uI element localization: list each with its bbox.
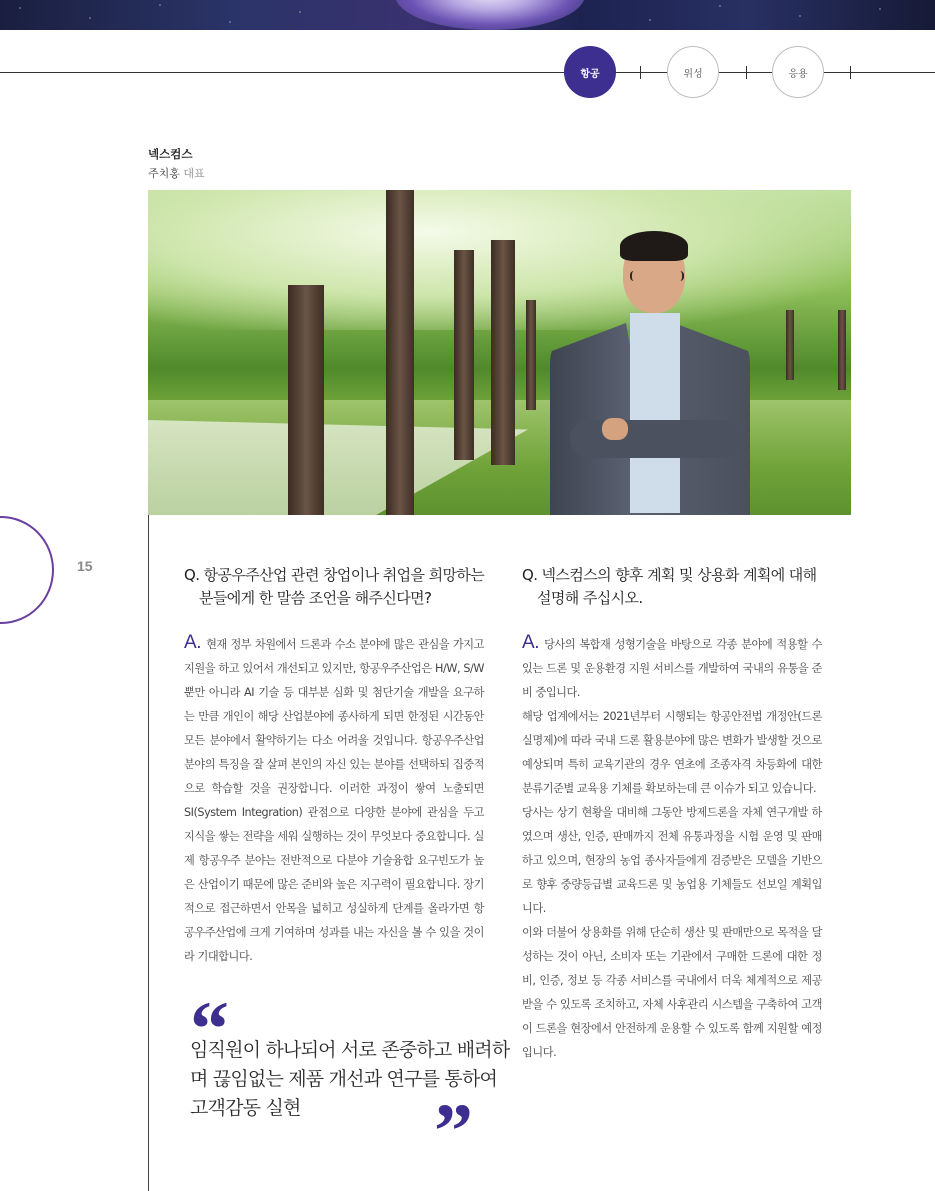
answer-mark: A. <box>184 632 202 653</box>
question-right-line1: Q. 넥스컴스의 향후 계획 및 상용화 계획에 대해 <box>522 566 817 584</box>
header-banner <box>0 0 935 30</box>
company-name: 넥스컴스 <box>148 147 193 161</box>
portrait-subject <box>550 235 750 515</box>
tree-trunk <box>838 310 846 390</box>
tab-divider <box>746 66 747 79</box>
question-left-line1: Q. 항공우주산업 관련 창업이나 취업을 희망하는 <box>184 566 485 584</box>
answer-right-paragraph: 해당 업계에서는 2021년부터 시행되는 항공안전법 개정안(드론 실명제)에 따라 국내 드론 활용분야에 많은 변화가 발생할 것으로 예상되며 특히 교육기관의 경우 연초에 조종자격 차등화에 대한 분류기준별 교육용 기체를 확보하는데 큰 이슈가 되고 있습니다. <box>522 710 822 795</box>
tab-aviation[interactable]: 항공 <box>564 46 616 98</box>
tab-application[interactable]: 응용 <box>772 46 824 98</box>
quote-close-icon: ” <box>434 1087 473 1174</box>
question-right-line2: 설명해 주십시오. <box>537 589 643 607</box>
starfield <box>0 0 935 30</box>
quote-open-icon: “ <box>190 985 229 1072</box>
answer-right-paragraph: 이와 더불어 상용화를 위해 단순히 생산 및 판매만으로 목적을 달성하는 것이 아닌, 소비자 또는 기관에서 구매한 드론에 대한 정비, 인증, 정보 등 각종 서비스를 국내에서 더욱 체계적으로 제공받을 수 있도록 조치하고, 자체 사후관리 시스템을 구축하여 고객이 드론을 현장에서 안전하게 운용할 수 있도록 함께 지원할 예정입니다. <box>522 926 822 1059</box>
question-left <box>184 564 494 610</box>
question-left-line2: 분들에게 한 말씀 조언을 해주신다면? <box>199 589 432 607</box>
pull-quote: 임직원이 하나되어 서로 존중하고 배려하며 끊임없는 제품 개선과 연구를 통하여 고객감동 실현 <box>190 1039 510 1119</box>
person-name: 주치홍 <box>148 167 180 180</box>
answer-right-paragraph: 당사의 복합재 성형기술을 바탕으로 각종 분야에 적용할 수 있는 드론 및 운용환경 지원 서비스를 개발하여 국내의 유통을 준비 중입니다. <box>522 638 822 699</box>
tab-satellite[interactable]: 위성 <box>667 46 719 98</box>
answer-left-text: 현재 정부 차원에서 드론과 수소 분야에 많은 관심을 가지고 지원을 하고 있어서 개선되고 있지만, 항공우주산업은 H/W, S/W뿐만 아니라 AI 기술 등 대부분 심화 및 첨단기술 개발을 요구하는 만큼 개인이 해당 산업분야에 종사하게 되면 한정된 시간동안 모든 분야에서 활약하기는 다소 어려울 것입니다. 항공우주산업 분야의 특징을 잘 살펴 본인의 자신 있는 분야를 선택하되 집중적으로 학습할 것을 권장합니다. 이러한 과정이 쌓여 노출되면 SI(System Integration) 관점으로 다양한 분야에 관심을 두고 지식을 쌓는 전략을 세워 실행하는 것이 무엇보다 중요합니다. 실제 항공우주 분야는 전반적으로 다분야 기술융합 요구빈도가 높은 산업이기 때문에 많은 준비와 높은 지구력이 필요합니다. 장기적으로 접근하면서 안목을 넓히고 성실하게 단계를 올라가면 항공우주산업에 크게 기여하며 성과를 내는 자신을 볼 수 있을 것이라 기대합니다. <box>184 638 484 963</box>
question-right <box>522 564 832 610</box>
tree-trunk <box>288 285 324 515</box>
answer-mark: A. <box>522 632 540 653</box>
tab-divider <box>640 66 641 79</box>
answer-right-paragraph: 당사는 상기 현황을 대비해 그동안 방제드론을 자체 연구개발 하였으며 생산, 인증, 판매까지 전체 유통과정을 시험 운영 및 판매하고 있으며, 현장의 농업 종사자들에게 검증받은 모델을 기반으로 향후 중량등급별 교육드론 및 농업용 기체들도 선보일 계획입니다. <box>522 806 822 915</box>
answer-left <box>184 631 484 969</box>
person-role: 대표 <box>183 167 205 180</box>
page-marker-arc <box>0 516 54 624</box>
page-number: 15 <box>77 558 93 574</box>
person-credit <box>148 165 205 181</box>
tree-trunk <box>786 310 794 380</box>
answer-right <box>522 631 822 1065</box>
tree-trunk <box>386 190 414 515</box>
tree-trunk <box>526 300 536 410</box>
tree-trunk <box>454 250 474 460</box>
tab-divider <box>850 66 851 79</box>
portrait-photo <box>148 190 851 515</box>
tree-trunk <box>491 240 515 465</box>
